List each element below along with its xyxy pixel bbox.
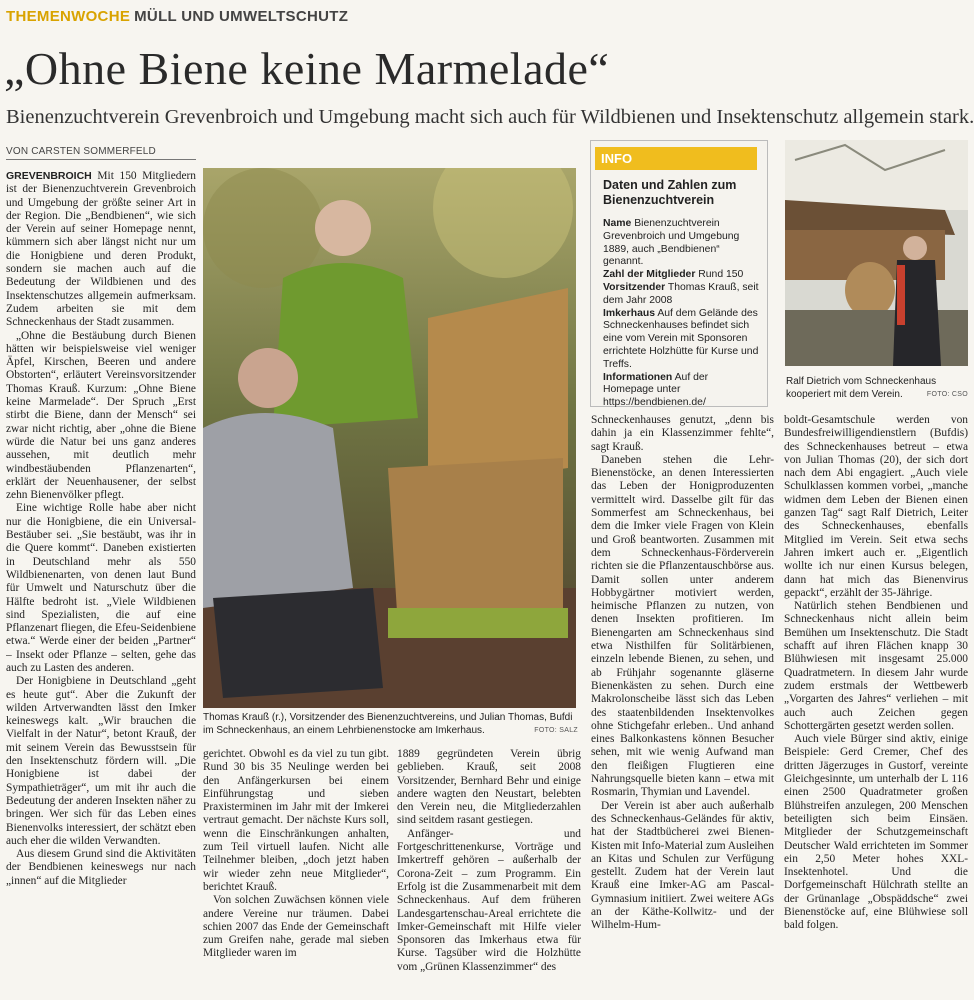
paragraph: Mit 150 Mitgliedern ist der Bienenzuchtverein Grevenbroich und Umgebung der größte seiner Art in der Region. Die „Bendbienen“, wie sich der Verein auf seiner Homepage nennt, kümmern sich aber längst nicht nur um die Honigbiene und deren Produkt, sondern sie machen auch auf die Bedeutung der Wildbienen und des Insektenschutzes allgemein aufmerksam. Zudem arbeiten sie mit dem Schneckenhaus der Stadt zusammen. [6, 170, 196, 329]
info-item [603, 372, 761, 410]
headline: „Ohne Biene keine Marmelade“ [4, 43, 610, 94]
paragraph: Schneckenhauses genutzt, „denn bis dahin ja ein Klassenzimmer fehlte“, sagt Krauß. [591, 414, 774, 453]
info-label: INFO [595, 147, 757, 170]
info-value: Thomas Krauß, seit dem Jahr 2008 [603, 281, 759, 306]
side-photo-caption [786, 376, 968, 401]
paragraph: Der Verein ist aber auch außerhalb des Schneckenhaus-Geländes für aktiv, hat der Stadtbücherei zwei Bienen-Kisten mit Info-Material zum Ausleihen an Kitas und Schulen zur Verfügung gestellt. Zudem hat der Verein laut Krauß eine Imker-AG am Pascal-Gymnasium initiiert. Zwei weitere AGs an der Käthe-Kollwitz- und der Wilhelm-Hum- [591, 799, 774, 932]
info-body [603, 218, 761, 410]
photo-credit: FOTO: CSO [926, 390, 968, 398]
paragraph: Eine wichtige Rolle habe aber nicht nur die Honigbiene, die ein Universal-Bestäuber sei. „Sie bestäubt, was ihr in die Quere kommt“. Daneben existierten in Deutschland mehr als 550 Wildbienenarten, von denen laut Bund für Umwelt und Naturschutz über die Hälfte bedroht ist. „Viele Wildbienen sind Spezialisten, die auf eine Pflanzenart fliegen, die Efeu-Seidenbiene etwa.“ Werde einer der beiden „Partner“ – Insekt oder Pflanze – selten, gehe das auch zu Lasten des anderen. [6, 502, 196, 674]
caption-text: Ralf Dietrich vom Schneckenhaus kooperiert mit dem Verein. [786, 376, 937, 400]
info-value: Auf dem Gelände des Schneckenhauses befindet sich eine vom Verein mit Sponsoren errichtete Holzhütte für Kurse und Treffs. [603, 307, 759, 370]
beekeepers-photo [203, 168, 576, 708]
article-column-5 [784, 414, 968, 998]
paragraph: boldt-Gesamtschule werden von Bundesfreiwilligendienstlern (Bufdis) des Schneckenhauses betreut – etwa von Julian Thomas (20), der sich dort nach dem Abi engagiert. „Auch viele Schulklassen kommen vorbei, „manche widmen dem Leben der Bienen einen ganzen Tag“ sagt Ralf Dietrich, Leiter des Schneckenhauses, ebenfalls Mitglied im Verein. Seit etwa sechs Jahren imkert auch er. „Eigentlich wollte ich nur einen Kursus belegen, dann hat mich das Bienenvirus gepackt“, erzählt der 35-Jährige. [784, 414, 968, 599]
dateline-place: GREVENBROICH [6, 170, 92, 182]
side-photo [785, 140, 968, 366]
article-column-4 [591, 414, 774, 998]
photo-credit: FOTO: SALZ [534, 726, 578, 734]
info-key: Zahl der Mitglieder [603, 269, 696, 281]
kicker [6, 8, 348, 25]
paragraph: Natürlich stehen Bendbienen und Schneckenhaus nicht allein beim Bemühen um Insektenschutz. Die Stadt schafft auf ihren Flächen knapp 30 Blühwiesen mit insgesamt 25.000 Quadratmetern. In diesem Jahr wurde zudem erstmals der Wettbewerb „Vorgarten des Jahres“ verliehen – mit auch auch Zeichen gegen Schottergärten gesetzt werden sollen. [784, 600, 968, 732]
paragraph: Daneben stehen die Lehr-Bienenstöcke, an denen Interessierten das Leben der Honigproduzenten vermittelt wird. Dasselbe gilt für das Sommerfest am Schneckenhaus, bei dem die Imker viele Fragen von Klein und Groß beantworten. Zusammen mit dem Schneckenhaus-Förderverein richten sie die Pflanzentauschbörse aus. Damit sollen unter anderem Hobbygärtner motiviert werden, heimische Pflanzen zu nutzen, von denen Insekten profitieren. Im Bienengarten am Schneckenhaus sind etwa Nisthilfen für Solitärbienen, einzeln lebende Bienen, zu sehen, und ab Frühjahr sogenannte gläserne Bienenkästen zu sehen. Durch eine Makrolonscheibe lässt sich das Leben des staatenbildenden Insektenvolkes ohne Stichgefahr erleben.. Und anhand eines Balkonkastens können Besucher sehen, mit wie wenig Aufwand man den fleißigen Flugtieren eine Nahrungsquelle bieten kann – etwa mit Rosmarin, Thymian und Lavendel. [591, 453, 774, 799]
info-box [590, 140, 768, 407]
info-key: Imkerhaus [603, 307, 655, 319]
main-photo [203, 168, 576, 708]
paragraph: Anfänger- und Fortgeschrittenenkurse, Vorträge und Imkertreff gehören – außerhalb der Corona-Zeit – zum Programm. Ein Erfolg ist die Zusammenarbeit mit dem Schneckenhaus. Auf dem früheren Landesgartenschau-Areal errichtete die Imker-Gemeinschaft mit Hilfe vieler Sponsoren das Imkerhaus etwa für Kurse. Tagsüber wird die Holzhütte vom „Grünen Klassenzimmer“ des [397, 827, 581, 973]
info-key: Name [603, 218, 632, 229]
info-item [603, 282, 761, 308]
subheadline: Bienenzuchtverein Grevenbroich und Umgebung macht sich auch für Wildbienen und Insektenschutz allgemein stark. [6, 106, 974, 128]
kicker-label: THEMENWOCHE [6, 8, 131, 25]
article-column-3 [397, 748, 581, 998]
article-column-1 [6, 170, 196, 998]
info-value: Auf der Homepage unter https://bendbienen.de/ [603, 371, 709, 409]
info-item [603, 308, 761, 372]
paragraph: Aus diesem Grund sind die Aktivitäten der Bendbienen keineswegs nur nach „innen“ auf die Mitglieder [6, 848, 196, 887]
caption-text: Thomas Krauß (r.), Vorsitzender des Bienenzuchtvereins, und Julian Thomas, Bufdi im Schneckenhaus, an einem Lehrbienenstocke am Imkerhaus. [203, 712, 573, 736]
main-photo-caption [203, 712, 578, 737]
info-title: Daten und Zahlen zum Bienenzuchtverein [603, 178, 737, 207]
paragraph: Von solchen Zuwächsen können viele andere Vereine nur träumen. Dabei schien 2007 das Ende der Gemeinschaft zum Greifen nahe, gerade mal sieben Mitglieder waren im [203, 894, 389, 960]
byline: VON CARSTEN SOMMERFELD [6, 146, 196, 160]
info-item [603, 218, 761, 269]
kicker-topic: MÜLL UND UMWELTSCHUTZ [134, 8, 349, 25]
info-key: Informationen [603, 371, 673, 383]
paragraph: Auch viele Bürger sind aktiv, einige Beispiele: Gerd Cremer, Chef des dritten Jägerzuges in Gustorf, vereinte Gleichgesinnte, um unterhalb der L 116 einen 2500 Quadratmeter großen Blühstreifen anzulegen, 200 Menschen beteiligten sich beim Einsäen. Mitglieder der Schutzgemeinschaft Deutscher Wald errichteten im Sommer ein 2,50 Meter hohes XXL-Insektenhotel. Und die Dorfgemeinschaft Hülchrath stellte an der Grünanlage „Obspäddsche“ zwei Bienenstöcke auf, eine Blühwiese soll bald folgen. [784, 733, 968, 932]
article-column-2 [203, 748, 389, 998]
info-item [603, 269, 761, 282]
info-value: Bienenzuchtverein Grevenbroich und Umgebung 1889, auch „Bendbienen“ genannt. [603, 218, 740, 268]
paragraph: Der Honigbiene in Deutschland „geht es heute gut“. Aber die Zukunft der wilden Artverwandten lässt den Imker keineswegs kalt. „Wir brauchen die Vielfalt in der Natur“, betont Krauß, der mit seinem Verein das Bewusstsein für den Insektenschutz fördern will. „Die Honigbiene ist dabei der Sympathieträger“, um mit ihr auch die Bedeutung der anderen Insekten näher zu bringen. Wer sich für das Leben eines Bienenvolks interessiert, der schätzt eben auch eher die wilden Verwandten. [6, 675, 196, 847]
schneckenhaus-photo [785, 140, 968, 366]
info-value: Rund 150 [698, 269, 744, 281]
info-key: Vorsitzender [603, 281, 666, 293]
paragraph: gerichtet. Obwohl es da viel zu tun gibt. Rund 30 bis 35 Neulinge werden bei den Anfängerkursen bei einem Einführungstag und sieben Praxisterminen im Jahr mit der Imkerei vertraut gemacht. Der nächste Kurs soll, wenn die Einschränkungen anhalten, zum Teil virtuell laufen. Nicht alle Teilnehmer bleiben, „doch jetzt haben wir wieder zehn neue Mitglieder“, berichtet Krauß. [203, 748, 389, 893]
paragraph: 1889 gegründeten Verein übrig geblieben. Krauß, seit 2008 Vorsitzender, Bernhard Behr und einige andere wagten den Neustart, belebten den Verein neu, die Mitgliederzahlen sind seitdem rasant gestiegen. [397, 748, 581, 827]
paragraph: „Ohne die Bestäubung durch Bienen hätten wir beispielsweise viel weniger Äpfel, Kirschen, Beeren und andere Obstorten“, erläutert Vereinsvorsitzender Thomas Krauß. Kurzum: „Ohne Biene keine Marmelade“. Der Spruch „Erst stirbt die Biene, dann der Mensch“ sei zwar nicht richtig, aber „ohne die Biene würde die Natur bei uns ganz anderes aussehen, mit deutlich mehr windbestäubenden Pflanzenarten“, erklärt der Neuenhausener, der selbst zehn Bienenvölker pflegt. [6, 329, 196, 502]
